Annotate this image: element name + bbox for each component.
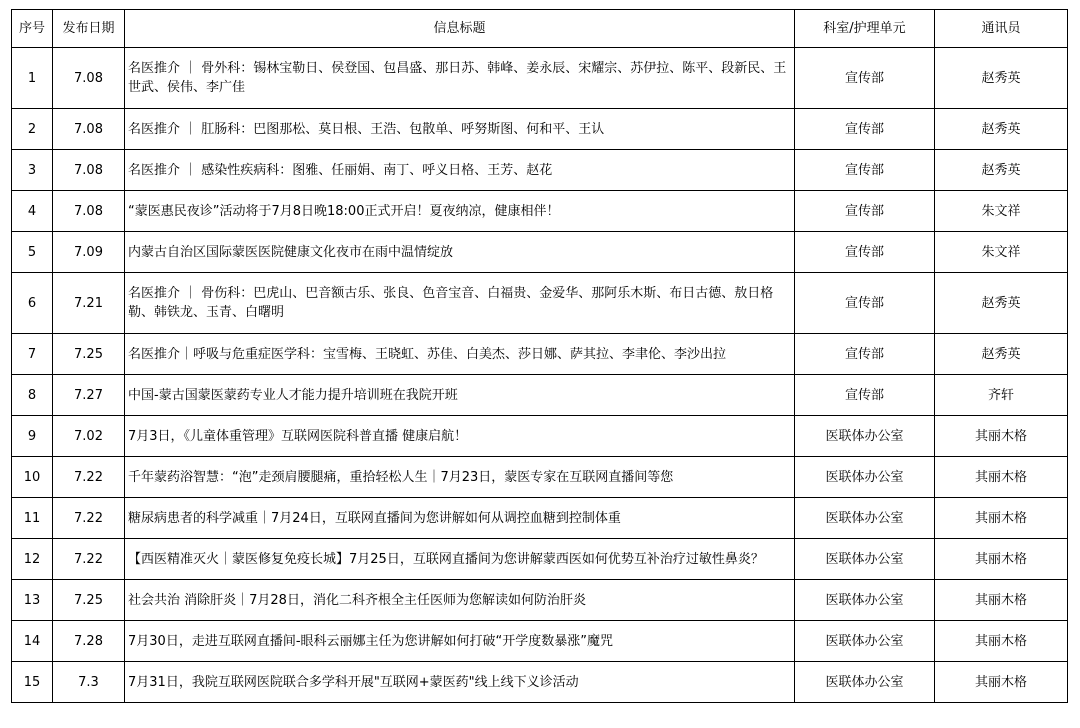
row-reporter: 朱文祥 bbox=[935, 232, 1068, 273]
row-no: 4 bbox=[12, 191, 53, 232]
row-dept: 宣传部 bbox=[795, 109, 935, 150]
header-date: 发布日期 bbox=[53, 10, 125, 48]
row-no: 8 bbox=[12, 375, 53, 416]
row-no: 10 bbox=[12, 457, 53, 498]
row-dept: 医联体办公室 bbox=[795, 416, 935, 457]
header-row bbox=[12, 10, 1068, 48]
row-reporter: 赵秀英 bbox=[935, 273, 1068, 334]
row-dept: 宣传部 bbox=[795, 375, 935, 416]
row-reporter: 其丽木格 bbox=[935, 416, 1068, 457]
table-row bbox=[12, 539, 1068, 580]
row-reporter: 其丽木格 bbox=[935, 580, 1068, 621]
row-dept: 宣传部 bbox=[795, 273, 935, 334]
row-reporter: 其丽木格 bbox=[935, 457, 1068, 498]
row-no: 15 bbox=[12, 662, 53, 703]
table-row bbox=[12, 150, 1068, 191]
row-title: 7月3日，《儿童体重管理》互联网医院科普直播 健康启航！ bbox=[125, 416, 795, 457]
row-title: 社会共治 消除肝炎｜7月28日，消化二科齐根全主任医师为您解读如何防治肝炎 bbox=[125, 580, 795, 621]
row-date: 7.27 bbox=[53, 375, 125, 416]
row-date: 7.08 bbox=[53, 48, 125, 109]
row-dept: 医联体办公室 bbox=[795, 662, 935, 703]
row-no: 12 bbox=[12, 539, 53, 580]
row-title: 内蒙古自治区国际蒙医医院健康文化夜市在雨中温情绽放 bbox=[125, 232, 795, 273]
table-row bbox=[12, 662, 1068, 703]
row-reporter: 其丽木格 bbox=[935, 662, 1068, 703]
header-reporter: 通讯员 bbox=[935, 10, 1068, 48]
row-title: 糖尿病患者的科学减重｜7月24日，互联网直播间为您讲解如何从调控血糖到控制体重 bbox=[125, 498, 795, 539]
row-title: 名医推介 ｜ 肛肠科：巴图那松、莫日根、王浩、包散单、呼努斯图、何和平、王认 bbox=[125, 109, 795, 150]
row-title: 名医推介 ｜ 骨外科：锡林宝勒日、侯登国、包昌盛、那日苏、韩峰、姜永辰、宋耀宗、苏伊拉、陈平、段新民、王世武、侯伟、李广佳 bbox=[125, 48, 795, 109]
table-row bbox=[12, 191, 1068, 232]
row-no: 2 bbox=[12, 109, 53, 150]
row-no: 11 bbox=[12, 498, 53, 539]
table-row bbox=[12, 109, 1068, 150]
row-title: 7月31日，我院互联网医院联合多学科开展"互联网+蒙医药"线上线下义诊活动 bbox=[125, 662, 795, 703]
header-title: 信息标题 bbox=[125, 10, 795, 48]
table-row bbox=[12, 48, 1068, 109]
row-title: 名医推介 ｜ 骨伤科：巴虎山、巴音额古乐、张良、色音宝音、白福贵、金爱华、那阿乐木斯、布日古德、敖日格勒、韩铁龙、玉青、白曙明 bbox=[125, 273, 795, 334]
row-date: 7.08 bbox=[53, 191, 125, 232]
row-dept: 宣传部 bbox=[795, 232, 935, 273]
row-date: 7.08 bbox=[53, 109, 125, 150]
row-date: 7.22 bbox=[53, 539, 125, 580]
row-title: 名医推介｜呼吸与危重症医学科：宝雪梅、王晓虹、苏佳、白美杰、莎日娜、萨其拉、李聿伦、李沙出拉 bbox=[125, 334, 795, 375]
row-no: 9 bbox=[12, 416, 53, 457]
table-row bbox=[12, 580, 1068, 621]
row-date: 7.3 bbox=[53, 662, 125, 703]
row-no: 6 bbox=[12, 273, 53, 334]
row-no: 5 bbox=[12, 232, 53, 273]
row-title: 中国-蒙古国蒙医蒙药专业人才能力提升培训班在我院开班 bbox=[125, 375, 795, 416]
row-date: 7.28 bbox=[53, 621, 125, 662]
table-row bbox=[12, 232, 1068, 273]
row-no: 1 bbox=[12, 48, 53, 109]
row-dept: 医联体办公室 bbox=[795, 539, 935, 580]
row-reporter: 其丽木格 bbox=[935, 498, 1068, 539]
info-table bbox=[11, 9, 1068, 703]
row-dept: 宣传部 bbox=[795, 150, 935, 191]
row-reporter: 赵秀英 bbox=[935, 334, 1068, 375]
row-dept: 医联体办公室 bbox=[795, 580, 935, 621]
table-row bbox=[12, 498, 1068, 539]
row-no: 3 bbox=[12, 150, 53, 191]
row-date: 7.08 bbox=[53, 150, 125, 191]
row-title: 名医推介 ｜ 感染性疾病科：图雅、任丽娟、南丁、呼义日格、王芳、赵花 bbox=[125, 150, 795, 191]
row-reporter: 赵秀英 bbox=[935, 48, 1068, 109]
table-row bbox=[12, 457, 1068, 498]
row-reporter: 其丽木格 bbox=[935, 621, 1068, 662]
row-title: “蒙医惠民夜诊”活动将于7月8日晚18:00正式开启！夏夜纳凉，健康相伴！ bbox=[125, 191, 795, 232]
header-dept: 科室/护理单元 bbox=[795, 10, 935, 48]
row-date: 7.21 bbox=[53, 273, 125, 334]
table-row bbox=[12, 334, 1068, 375]
row-date: 7.25 bbox=[53, 334, 125, 375]
row-dept: 医联体办公室 bbox=[795, 498, 935, 539]
row-title: 千年蒙药浴智慧：“泡”走颈肩腰腿痛，重拾轻松人生｜7月23日，蒙医专家在互联网直播间等您 bbox=[125, 457, 795, 498]
row-dept: 医联体办公室 bbox=[795, 457, 935, 498]
row-reporter: 其丽木格 bbox=[935, 539, 1068, 580]
table-row bbox=[12, 621, 1068, 662]
row-date: 7.25 bbox=[53, 580, 125, 621]
row-reporter: 赵秀英 bbox=[935, 109, 1068, 150]
row-dept: 宣传部 bbox=[795, 191, 935, 232]
row-reporter: 朱文祥 bbox=[935, 191, 1068, 232]
row-dept: 宣传部 bbox=[795, 48, 935, 109]
row-date: 7.22 bbox=[53, 457, 125, 498]
table-row bbox=[12, 273, 1068, 334]
row-date: 7.22 bbox=[53, 498, 125, 539]
row-no: 13 bbox=[12, 580, 53, 621]
row-reporter: 齐轩 bbox=[935, 375, 1068, 416]
row-date: 7.09 bbox=[53, 232, 125, 273]
header-no: 序号 bbox=[12, 10, 53, 48]
row-dept: 宣传部 bbox=[795, 334, 935, 375]
row-reporter: 赵秀英 bbox=[935, 150, 1068, 191]
row-dept: 医联体办公室 bbox=[795, 621, 935, 662]
row-no: 14 bbox=[12, 621, 53, 662]
table-row bbox=[12, 375, 1068, 416]
row-title: 【西医精准灭火｜蒙医修复免疫长城】7月25日，互联网直播间为您讲解蒙西医如何优势互补治疗过敏性鼻炎？ bbox=[125, 539, 795, 580]
row-no: 7 bbox=[12, 334, 53, 375]
table-row bbox=[12, 416, 1068, 457]
row-date: 7.02 bbox=[53, 416, 125, 457]
row-title: 7月30日，走进互联网直播间-眼科云丽娜主任为您讲解如何打破“开学度数暴涨”魔咒 bbox=[125, 621, 795, 662]
